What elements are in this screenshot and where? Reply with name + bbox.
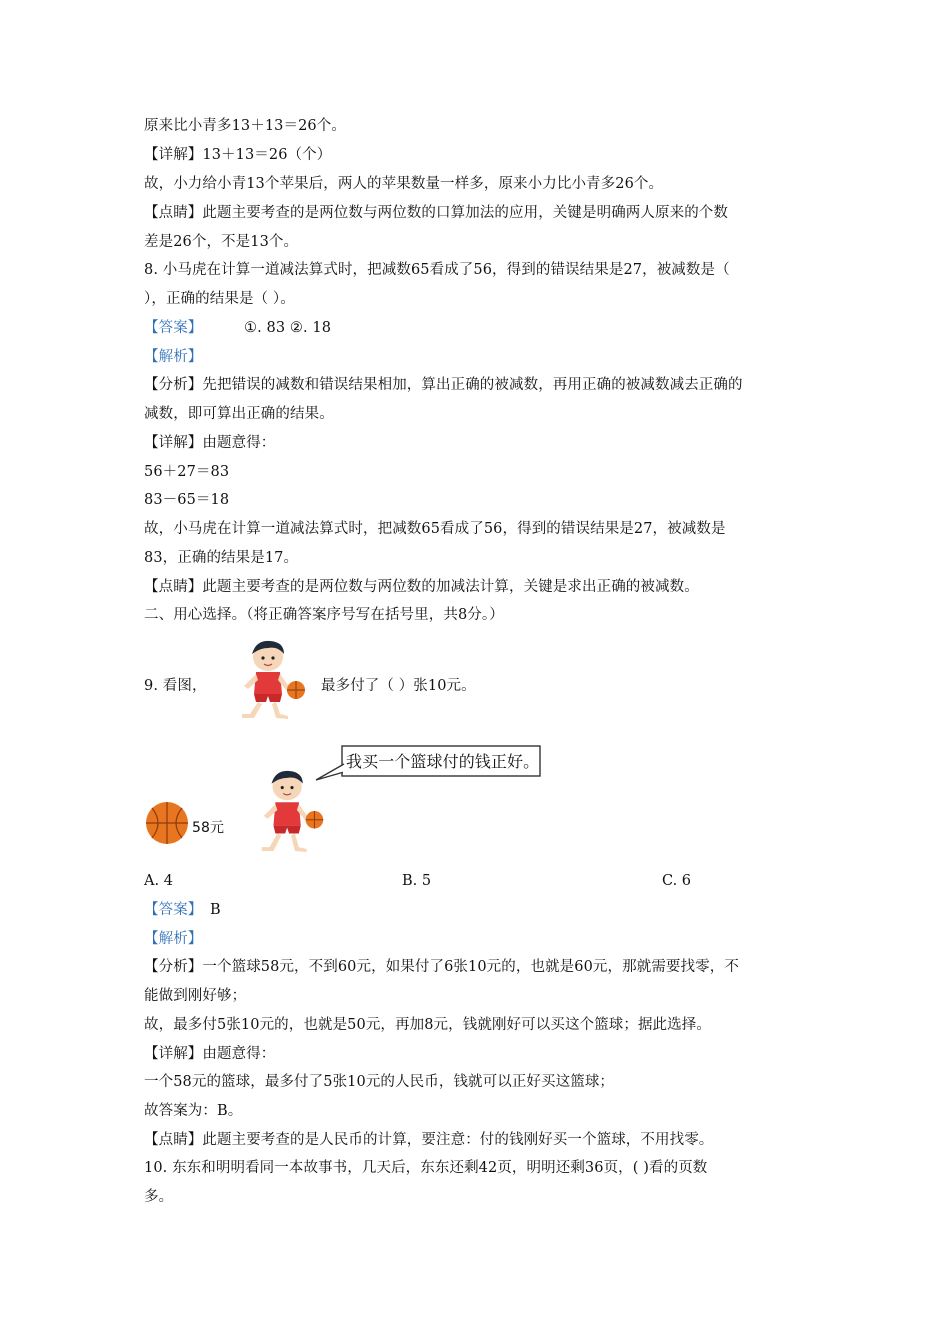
question-9: 9. 看图， [144,678,207,694]
text-line: 【点睛】此题主要考查的是两位数与两位数的加减法计算，关键是求出正确的被减数。 [144,579,699,595]
text-line: 故，小马虎在计算一道减法算式时，把减数65看成了56，得到的错误结果是27，被减数是 [144,521,726,537]
text-line: 故，小力给小青13个苹果后，两人的苹果数量一样多，原来小力比小青多26个。 [144,176,664,192]
choice-a[interactable]: A. 4 [144,873,173,889]
analysis-tag: 【解析】 [144,349,203,365]
answer-value: ①. 83 ②. 18 [244,320,332,336]
question-9-text: 最多付了（ ）张10元。 [321,678,476,694]
analysis-tag: 【解析】 [144,931,203,947]
question-10: 10. 东东和明明看同一本故事书，几天后，东东还剩42页，明明还剩36页，( )看的页数 [144,1160,708,1176]
text-line: 故，最多付5张10元的，也就是50元，再加8元，钱就刚好可以买这个篮球；据此选择。 [144,1017,711,1033]
price-label: 58元 [192,820,225,836]
text-line: 【详解】13＋13＝26（个） [144,147,332,163]
text-line: 原来比小青多13＋13＝26个。 [144,118,346,134]
section-heading: 二、用心选择。（将正确答案序号写在括号里，共8分。） [144,607,504,623]
text-line: 故答案为：B。 [144,1103,243,1119]
choice-c[interactable]: C. 6 [662,873,692,889]
text-line: 减数，即可算出正确的结果。 [144,406,334,422]
text-line: 一个58元的篮球，最多付了5张10元的人民币，钱就可以正好买这篮球； [144,1074,615,1090]
basketball-icon [144,800,190,846]
answer-value: B [210,902,221,918]
answer-tag: 【答案】 [144,902,203,918]
text-line: 【点睛】此题主要考查的是人民币的计算，要注意：付的钱刚好买一个篮球，不用找零。 [144,1132,714,1148]
boy-basketball-icon [230,638,312,720]
text-line: 【分析】先把错误的减数和错误结果相加，算出正确的被减数，再用正确的被减数减去正确的 [144,377,743,393]
text-line: 56＋27＝83 [144,464,230,480]
text-line: 【详解】由题意得： [144,435,276,451]
text-line: 【详解】由题意得： [144,1046,276,1062]
text-line: ），正确的结果是（ ）。 [144,291,295,307]
speech-text: 我买一个篮球付的钱正好。 [346,752,540,771]
answer-tag: 【答案】 [144,320,203,336]
text-line: 【分析】一个篮球58元，不到60元，如果付了6张10元的，也就是60元，那就需要找零，不 [144,959,739,975]
text-line: 【点睛】此题主要考查的是两位数与两位数的口算加法的应用，关键是明确两人原来的个数 [144,205,728,221]
choice-b[interactable]: B. 5 [402,873,432,889]
text-line: 83－65＝18 [144,492,230,508]
text-line: 差是26个，不是13个。 [144,234,299,250]
text-line: 多。 [144,1189,174,1205]
question-8: 8. 小马虎在计算一道减法算式时，把减数65看成了56，得到的错误结果是27，被减数是（ [144,262,730,278]
text-line: 能做到刚好够； [144,988,247,1004]
text-line: 83，正确的结果是17。 [144,550,299,566]
